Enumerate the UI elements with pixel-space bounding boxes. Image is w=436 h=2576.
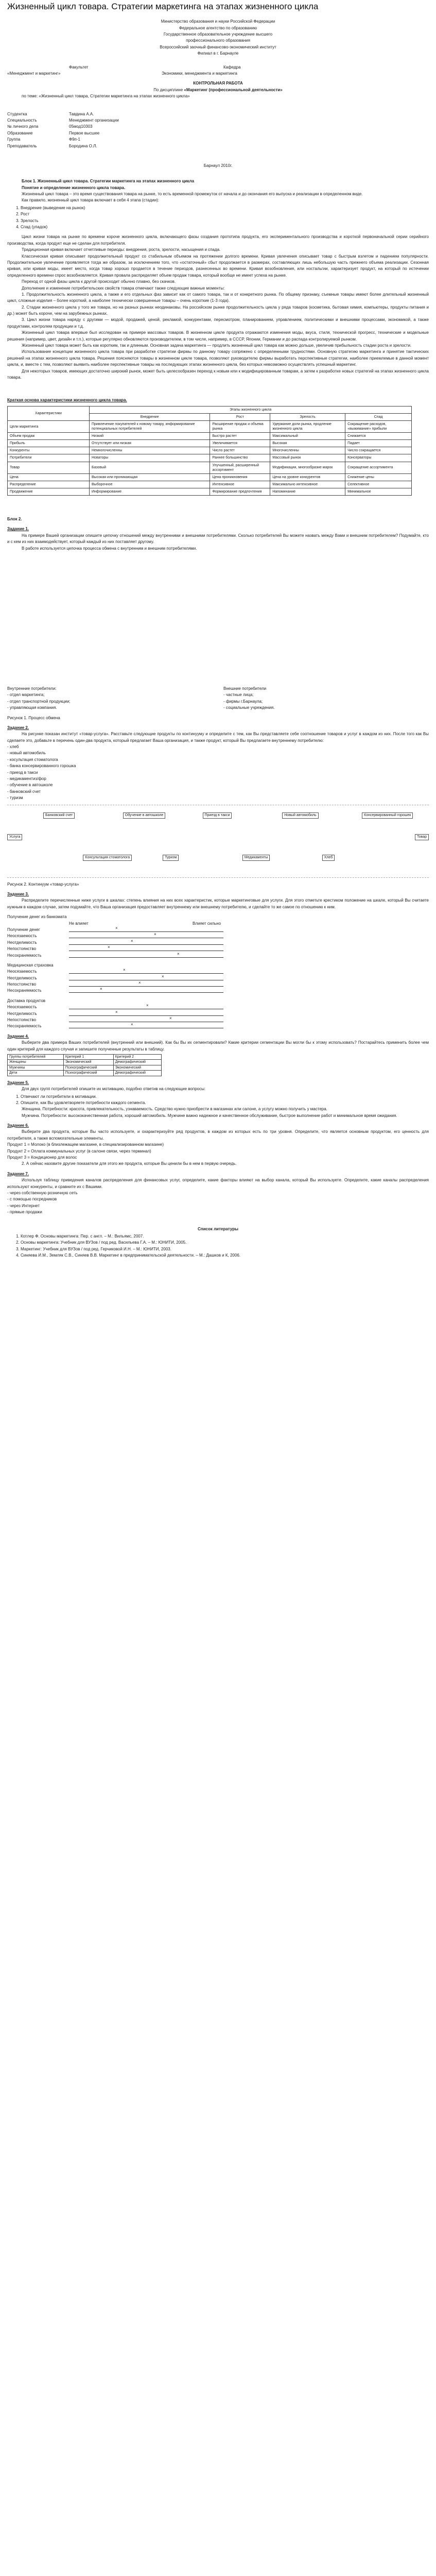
seg-cell: Экономический	[63, 1060, 113, 1065]
outer-consumers	[223, 686, 275, 711]
task7-channel: - прямые продажи	[7, 1210, 42, 1215]
scale-mark: ×	[131, 938, 133, 943]
scale-row	[7, 975, 429, 981]
student-info-label: Образование	[7, 130, 33, 135]
reference-item: 1. Котлер Ф. Основы маркетинга: Пер. с англ. – М.: Вильямс, 2007.	[21, 1233, 429, 1240]
table-cell: Сокращение расходов, «выжимание» прибыли	[345, 420, 412, 432]
scale-low-label: Не влияет	[69, 921, 89, 926]
reference-item: 2. Основы маркетинга: Учебник для ВУЗов / под ред. Васильева Г.А. – М.: ЮНИТИ, 2005.	[21, 1240, 429, 1246]
department-label: Кафедра	[223, 64, 241, 70]
task2-item: - обучение в автошколе	[7, 783, 53, 788]
table-row	[8, 420, 412, 432]
header-line: Филиал в г. Барнауле	[197, 51, 239, 56]
consumers-block	[7, 686, 429, 711]
scale-name: Неосязаемость	[7, 934, 37, 939]
task7-channels	[7, 1190, 429, 1216]
stages-list	[7, 205, 429, 231]
scale-line	[69, 940, 223, 945]
table-cell: Снижение цены	[345, 473, 412, 481]
block2-heading: Блок 2.	[7, 517, 22, 521]
task2-items	[7, 744, 429, 802]
continuum-item: Приезд в такси	[203, 812, 232, 819]
continuum-item: Туризм	[163, 855, 179, 861]
scale-mark: ×	[131, 1022, 133, 1027]
table-row	[8, 440, 412, 447]
table-cell: Многочисленны	[270, 447, 345, 454]
table-cell: Напоминание	[270, 488, 345, 495]
scale-line	[69, 953, 223, 958]
scale-row	[7, 1017, 429, 1023]
table-cell: Удержание доли рынка, продление жизненного цикла	[270, 420, 345, 432]
continuum-item: Хлеб	[322, 855, 335, 861]
table-row	[8, 473, 412, 481]
outer-consumer-item: - частные лица;	[223, 692, 254, 698]
task2-item: - новый автомобиль	[7, 751, 46, 756]
table-row-label: Продвижение	[8, 488, 90, 495]
scale-line	[69, 1011, 223, 1016]
task4-title: Задание 4.	[7, 1033, 29, 1039]
block1-para: Дополнение и изменение потребительских свойств товара отмечают также следующие важные моменты:	[22, 285, 225, 291]
block1-para: 1. Продолжительность жизненного цикла, а также и его отдельных фаз зависит как от самого товара, так и от конкретного рынка. По общему признаку, съемные товары имеют более длительный жизненный цикл, сложные изделия – более короткий, а наиболее технически совершенные товары – очень короткие (1-3 года).	[7, 292, 429, 303]
discipline-prefix: По дисциплине	[153, 87, 183, 92]
table-cell: Быстро растет	[210, 433, 270, 440]
scale-row	[7, 1023, 429, 1029]
task2-item: - приезд в такси	[7, 770, 38, 775]
task6-product: Продукт 3 = Кондиционер для волос	[7, 1155, 77, 1160]
reference-item: 4. Синяева И.М., Земляк С.В., Синяев В.В. Маркетинг в предпринимательской деятельности. – М.: Дашков и К, 2006.	[21, 1252, 429, 1259]
table-row	[8, 462, 412, 473]
continuum-item: Консультация стоматолога	[83, 855, 132, 861]
scale-mark: ×	[115, 925, 118, 930]
figure1-caption: Рисунок 1. Процесс обмена	[7, 715, 60, 720]
scale-line	[69, 1023, 223, 1028]
table-cell: Число растет	[210, 447, 270, 454]
header-line: Государственное образовательное учреждение высшего	[163, 32, 273, 37]
continuum-item: Консервированный горошек	[362, 812, 413, 819]
work-type: КОНТРОЛЬНАЯ РАБОТА	[193, 81, 243, 86]
student-info-value: Ф9п-1	[69, 137, 80, 142]
table-row	[8, 488, 412, 495]
header-line: профессионального образования	[186, 38, 250, 43]
student-info-row	[7, 130, 429, 137]
task3-subtitle3: Доставка продуктов	[7, 998, 46, 1003]
task6-title: Задание 6.	[7, 1123, 29, 1128]
table-cell: Низкий	[90, 433, 210, 440]
student-info-label: Преподаватель	[7, 143, 37, 148]
table-cell: Сокращение ассортимента	[345, 462, 412, 473]
student-info	[7, 111, 429, 149]
table-row	[8, 447, 412, 454]
table-row-label: Конкуренты	[8, 447, 90, 454]
task2-title: Задание 2.	[7, 725, 29, 730]
block1-para: Жизненный цикл товара впервые был исследован на примере массовых товаров. В жизненном цикле продукта отражаются изменения моды, вкуса, стиля, технической прогресс, технические и модельные решения (например, цвет, дизайн и т.п.), которые регулярно обновляются производителем, в том числе, например, в СССР, Японии, Германии и до распада контролируемой рынком.	[7, 330, 429, 342]
block1-para: 2. Стадии жизненного цикла у того же товара, но на разных рынках неодинаковы. На российском рынке продолжительность цикла у ряда товаров (косметика, бытовая химия, компьютеры, продукты питания и др.) может быть короче, чем на зарубежных рынках.	[7, 304, 429, 316]
table-cell: Модификации, многообразие марок	[270, 462, 345, 473]
student-info-label: Группа	[7, 137, 21, 142]
student-info-value: Первое высшее	[69, 130, 100, 135]
scale-row	[7, 933, 429, 939]
student-info-label: № личного дела	[7, 124, 39, 129]
figure2-caption: Рисунок 2. Континуум «товар-услуга»	[7, 882, 79, 887]
scale-mark: ×	[138, 980, 141, 986]
faculty-label: Факультет	[69, 64, 89, 70]
continuum-item: Банковский счет	[43, 812, 75, 819]
continuum-item: Обучение в автошколе	[123, 812, 166, 819]
block1-heading: Блок 1. Жизненный цикл товара. Стратегии маркетинга на этапах жизненного цикла	[22, 179, 195, 184]
scale-mark: ×	[123, 968, 126, 973]
stage-item: 3. Зрелость	[21, 218, 429, 224]
task3-title: Задание 3.	[7, 891, 29, 896]
table-cell: Интенсивное	[210, 481, 270, 488]
task4-text: Выберите два примера Ваших потребителей (внутренний или внешний). Как бы Вы их сегментировали? Какие критерии сегментации Вы могли бы к этому использовать? Постарайтесь применить более чем один критерий для каждого случая и запишите полученные результаты в таблицу.	[7, 1040, 429, 1052]
table-cell: Увеличивается	[210, 440, 270, 447]
task1-title: Задание 1.	[7, 527, 29, 532]
task2-item: - хлеб	[7, 744, 19, 750]
references-heading: Список литературы	[198, 1226, 238, 1231]
table-col-header: Характеристики	[8, 406, 90, 420]
inner-consumer-item: - отдел маркетинга;	[7, 692, 45, 698]
seg-header-cell: Критерий 2	[113, 1054, 161, 1059]
block1-para: Жизненный цикл товара – это время существования товара на рынке, то есть временной промежуток от начала и до окончания его выпуска и реализации в определенном виде.	[22, 192, 363, 197]
student-info-row	[7, 111, 429, 117]
student-info-label: Студентка	[7, 111, 27, 116]
table-row	[8, 433, 412, 440]
seg-cell: Демографический	[113, 1060, 161, 1065]
scales-group-2	[7, 969, 429, 994]
reference-item: 3. Маркетинг: Учебник для ВУЗов / под ред. Герчиковой И.Н. – М.: ЮНИТИ, 2003.	[21, 1246, 429, 1252]
topic: по теме: «Жизненный цикл товара, Стратегии маркетинга на этапах жизненного цикла»	[22, 94, 190, 99]
task7-channel: - с помощью посредников	[7, 1197, 57, 1202]
scale-row	[7, 981, 429, 988]
student-info-row	[7, 117, 429, 124]
task3-subtitle2: Медицинская страховка	[7, 962, 54, 968]
table-cell: Формирование предпочтения	[210, 488, 270, 495]
task5-questions	[7, 1094, 429, 1107]
table-cell: Селективное	[345, 481, 412, 488]
task6-more: 2. А сейчас назовите другие показатели для этого же продукта, которые Вы ценили бы в нем в первую очередь.	[22, 1161, 237, 1166]
outer-label: Внешние потребители	[223, 686, 267, 691]
document-title: Жизненный цикл товара. Стратегии маркетинга на этапах жизненного цикла	[7, 2, 319, 11]
seg-cell: Демографический	[113, 1071, 161, 1076]
block1-para: Жизненный цикл товара может быть как коротким, так и длинным. Основная задача маркетинга — продлить жизненный цикл товара как можно дольше, увеличив прибыльность стадии роста и зрелости.	[22, 343, 412, 348]
discipline-name: «Маркетинг (профессиональной деятельности»	[184, 87, 283, 92]
scale-name: Неотделимость	[7, 1011, 37, 1016]
task1-text: На примере Вашей организации опишите цепочку отношений между внутренними и внешними потребителями. Сколько потребителей Вы можете назвать между Вами и внешним потребителем? Подумайте, кто и с кем из них взаимодействует, который каждый из них поставляет другому.	[7, 533, 429, 545]
scale-row	[7, 953, 429, 959]
seg-row	[8, 1065, 162, 1070]
block1-para: Использование концепции жизненного цикла товара при разработке стратегии фирмы по данному товару сопряжено с определенными трудностями. Основную стратегию маркетинга и принятие тактических решений на этапах жизненного цикла товара. Решения поясняются товары в жизненном цикле товара, позволяют руководителю фирмы выработать перспективные стратегии, наиболее приемлемые в данной момент цикла, и, вместе с тем, позволяют выявить наиболее перспективные товары на последующих этапах жизненного цикла, без которых невозможно осуществлять успешный маркетинг.	[7, 349, 429, 367]
block1-para: Цикл жизни товара на рынке по времени короче жизненного цикла, включающего фазы создания прототипа продукта, его экспериментального производства и короткой первоначальной серии серийного производства, когда продукт еще не сделан для потребителя.	[7, 234, 429, 246]
task2-item: - медикаментиз/фор	[7, 776, 46, 782]
scale-name: Несохраняемость	[7, 953, 42, 958]
student-info-value: Бородина О.Л.	[69, 143, 97, 148]
city-year: Барнаул 2010г.	[203, 163, 233, 168]
scale-mark: ×	[177, 951, 180, 956]
task7-channel: - через Интернет	[7, 1203, 40, 1208]
table-cell: Максимально интенсивное	[270, 481, 345, 488]
table-stage-header: Зрелость	[270, 413, 345, 420]
table-row	[8, 454, 412, 462]
student-info-row	[7, 137, 429, 143]
seg-cell: Психографический	[63, 1071, 113, 1076]
task2-item: - банковский счет	[7, 789, 41, 794]
continuum-left-label: Услуга	[7, 834, 22, 841]
scale-name: Непостоянство	[7, 946, 37, 952]
task5-question: 1. Отвечают ли потребители в мотивации.	[21, 1094, 429, 1100]
scale-row	[7, 940, 429, 946]
table-cell: Улучшенный, расширенный ассортимент	[210, 462, 270, 473]
header-line: Всероссийский заочный финансово-экономический институт	[160, 44, 276, 49]
table-cell: Базовый	[90, 462, 210, 473]
outer-consumer-item: - социальные учреждения.	[223, 705, 275, 710]
table-cell: Высокая	[270, 440, 345, 447]
scale-line	[69, 1004, 223, 1009]
table-row	[8, 481, 412, 488]
scale-mark: ×	[169, 1016, 172, 1021]
task2-item: - банка консервированного горошка	[7, 764, 76, 769]
scale-name: Получение денег	[7, 927, 40, 932]
scale-row	[7, 946, 429, 952]
scale-mark: ×	[162, 974, 164, 979]
seg-cell: Психографический	[63, 1065, 113, 1070]
inner-consumers	[7, 686, 223, 711]
task2-item: - туризм	[7, 795, 23, 801]
block1-para: Традиционная кривая включает отчетливые периоды: внедрения, роста, зрелости, насыщения и спада.	[22, 247, 221, 252]
inner-label: Внутренние потребители:	[7, 686, 57, 691]
table-row-label: Цена	[8, 473, 90, 481]
continuum-right-label: Товар	[415, 834, 429, 841]
student-info-value: 05мод10303	[69, 124, 93, 129]
seg-cell: Дети	[8, 1071, 64, 1076]
task5-title: Задание 5.	[7, 1080, 29, 1085]
table-row-label: Цели маркетинга	[8, 420, 90, 432]
task7-channel: - через собственную розничную сеть	[7, 1190, 78, 1195]
task7-text: Используя таблицу приведения каналов распределения для финансовых услуг, определите, какие факторы влияют на выбор канала, который Вы используете. Определите, какие каналы распределения используют конкуренты, и сравните их с Вашими.	[7, 1178, 429, 1189]
table-row-label: Распределение	[8, 481, 90, 488]
table-cell: Цена проникновения	[210, 473, 270, 481]
table-cell: Цена на уровне конкурентов	[270, 473, 345, 481]
scale-mark: ×	[154, 932, 156, 937]
table-row-label: Товар	[8, 462, 90, 473]
task5-question: 2. Опишите, как Вы удовлетворяете потребности каждого сегмента.	[21, 1100, 429, 1106]
task1-text2: В работе используется цепочка процесса обмена с внутренним и внешним потребителями.	[22, 546, 197, 551]
student-info-row	[7, 124, 429, 130]
scale-line	[69, 933, 223, 938]
student-info-row	[7, 143, 429, 149]
seg-row	[8, 1071, 162, 1076]
outer-consumer-item: - фирмы г.Барнаула;	[223, 699, 263, 704]
task6-products	[7, 1142, 429, 1161]
inner-consumer-item: - управляющая компания.	[7, 705, 57, 710]
scale-mark: ×	[100, 987, 102, 992]
table-cell: Расширение продаж и объема рынка	[210, 420, 270, 432]
scale-line	[69, 946, 223, 951]
scale-mark: ×	[108, 945, 110, 950]
scale-line	[69, 1017, 223, 1022]
department-value: Экономики, менеджмента и маркетинга	[162, 71, 237, 76]
document-body	[0, 12, 436, 1259]
table-cell: Привлечение покупателей к новому товару, информирование потенциальных потребителей	[90, 420, 210, 432]
scale-row	[7, 1011, 429, 1017]
scale-high-label: Влияет сильно	[193, 921, 221, 926]
table-row-label: Объем продаж	[8, 433, 90, 440]
faculty-values-row	[7, 71, 429, 77]
discipline-line	[7, 87, 429, 93]
scale-mark: ×	[115, 1009, 118, 1014]
continuum-diagram	[7, 805, 429, 878]
table-caption: Краткая основа характеристики жизненного цикла товара.	[7, 398, 127, 403]
task5-answer-b: Мужчина. Потребности: высококачественная работа, хороший автомобиль. Мужчине важно надежное и качественное обслуживание, быстрое выполнение работ и минимальное время ожидания.	[22, 1113, 397, 1118]
table-cell: Максимальный	[270, 433, 345, 440]
stage-item: 2. Рост	[21, 211, 429, 217]
scale-line	[69, 975, 223, 980]
student-info-label: Специальность	[7, 117, 37, 123]
table-row-label: Прибыль	[8, 440, 90, 447]
table-cell: Отсутствует или низкая	[90, 440, 210, 447]
scale-row	[7, 988, 429, 994]
scale-name: Несохраняемость	[7, 988, 42, 993]
table-stage-header: Спад	[345, 413, 412, 420]
scale-header	[7, 921, 429, 927]
seg-header-cell: Группы потребителей	[8, 1054, 64, 1059]
seg-row	[8, 1060, 162, 1065]
faculty-value: «Менеджмент и маркетинг»	[7, 71, 61, 76]
task7-title: Задание 7.	[7, 1171, 29, 1176]
task3-subtitle: Получение денег из банкомата	[7, 914, 67, 920]
table-cell: Минимальное	[345, 488, 412, 495]
scale-row	[7, 969, 429, 975]
table-cell: Число сокращается	[345, 447, 412, 454]
task5-text: Для двух групп потребителей опишите их мотивацию, подобно ответив на следующие вопросы:	[22, 1087, 206, 1092]
table-cell: Падает	[345, 440, 412, 447]
scale-row	[7, 927, 429, 933]
table-stage-header: Рост	[210, 413, 270, 420]
scale-name: Несохраняемость	[7, 1024, 42, 1029]
task6-product: Продукт 1 = Молоко (в близлежащем магазине, в специализированном магазине)	[7, 1142, 164, 1147]
seg-cell: Женщины	[8, 1060, 64, 1065]
table-cell: Консерваторы	[345, 454, 412, 462]
stage-item: 1. Внедрение (выведение на рынок)	[21, 205, 429, 211]
task2-item: - косультация стоматолога	[7, 757, 58, 762]
table-row-label: Потребители	[8, 454, 90, 462]
table-cell: Снижается	[345, 433, 412, 440]
scale-line	[69, 927, 223, 932]
table-cell: Высокая или проникающая	[90, 473, 210, 481]
task6-text: Выберите два продукта, которые Вы часто используете, и охарактеризуйте ряд продуктов, в каждом из которых есть по три уровня. Определите, что является основным продуктом, его ценность для потребителя, а также вспомогательные элементы.	[7, 1129, 429, 1141]
scale-line	[69, 981, 223, 987]
scale-mark: ×	[146, 1003, 149, 1008]
block1-para: Переход от одной фазы цикла к другой происходит обычно плавно, без скачков.	[22, 279, 176, 284]
scales-group-3	[7, 1004, 429, 1030]
task3-text: Распределите перечисленные ниже услуги в шкалах: степень влияния на них всех характеристик, которые маркетинговые для услуги. Для этого отметьте крестиком положение на шкале, который Вы считаете нужным в каждом случае, затем подумайте, что Ваша организация предоставляет внутреннему или внешнему потребителю, и сделайте то же самое по отношению к ним.	[7, 898, 429, 909]
block1-question: Понятие и определение жизненного цикла товара.	[22, 185, 126, 190]
lifecycle-table	[7, 406, 412, 496]
table-cell: Немногочисленны	[90, 447, 210, 454]
header-line: Федеральное агентство по образованию	[179, 25, 257, 30]
title-page-header	[7, 19, 429, 57]
table-cell: Новаторы	[90, 454, 210, 462]
scale-name: Неотделимость	[7, 940, 37, 945]
continuum-item: Медикаменты	[242, 855, 270, 861]
table-stage-header: Внедрение	[90, 413, 210, 420]
table-cell: Массовый рынок	[270, 454, 345, 462]
table-cell: Раннее большинство	[210, 454, 270, 462]
seg-header-cell: Критерий 1	[63, 1054, 113, 1059]
table-cell: Информирование	[90, 488, 210, 495]
task2-text: На рисунке показан институт «товар-услуга». Расставьте следующие продукты по континууму и определите с тем, как Вы представляете себе соотношение товаров и услуг в каждом из них. После того как Вы сделаете это, добавьте в перечень один-два продукта, который предлагает Ваша организация, и также продукт, который Вы предлагаете внутреннему потребителю:	[7, 732, 429, 743]
block1-para: Классическая кривая описывает продолжительный продукт со стабильным объемом на протяжении долгого времени. Кривая увлечения описывает товар с быстрым взлетом и падением популярности. Продолжительное увлечение проявляется тогда же образом, за исключением того, что «остаточный» сбыт продолжается в размерах, составляющих лишь небольшую часть прежнего объема реализации. Сезонная кривая, или кривая моды, имеет место, когда товар хорошо продается в течение периодов, разнесенных во времени. Кривая возобновления, или ностальгии, характеризует продукт, на который по истечении определенного времени спрос возобновляется. Кривая провала распределяет объем продаж товара, который вообще не имеет успеха на рынке.	[7, 253, 429, 278]
student-info-value: Менеджмент организации	[69, 117, 119, 123]
task5-answer-a: Женщина. Потребности: красота, привлекательность, узнаваемость. Средство нужно приобрести в магазинах или салоне, а услугу можно получить у мастера.	[22, 1107, 327, 1112]
stage-item: 4. Спад (упадок)	[21, 224, 429, 230]
scale-line	[69, 969, 223, 974]
seg-cell: Мужчины	[8, 1065, 64, 1070]
table-group-header: Этапы жизненного цикла	[90, 406, 412, 413]
block1-para: Для некоторых товаров, имеющих достаточно широкий рынок, может быть целесообразен переход к новым или к модифицированным товарам, а затем к разработке новых стратегий на этапах жизненного цикла товара.	[7, 368, 429, 380]
scales-group-1	[7, 927, 429, 959]
scale-name: Непостоянство	[7, 982, 37, 987]
scale-name: Непостоянство	[7, 1018, 37, 1023]
scale-name: Неосязаемость	[7, 1005, 37, 1010]
scale-line	[69, 988, 223, 993]
references-list	[7, 1233, 429, 1259]
seg-cell: Экономический	[113, 1065, 161, 1070]
scale-row	[7, 1004, 429, 1010]
student-info-value: Тавдина А.А.	[69, 111, 94, 116]
scale-name: Неотделимость	[7, 975, 37, 980]
header-line: Министерство образования и науки Российской Федерации	[161, 19, 275, 24]
faculty-row	[7, 64, 429, 71]
segmentation-table	[7, 1054, 162, 1076]
task6-product: Продукт 2 = Оплата коммунальных услуг (в салоне связи, через терминал)	[7, 1148, 151, 1154]
inner-consumer-item: - отдел транспортной продукции;	[7, 699, 71, 704]
scale-name: Неосязаемость	[7, 969, 37, 974]
table-cell: Выборочное	[90, 481, 210, 488]
block1-para: 3. Цикл жизни товара наряду с другими — модой, продажей, ценой, рекламой, конкурентами, пересмотром, планированием, управлением, политическими и внешними процессами, экономикой, а также продуктами, контролем продукции и т.д.	[7, 317, 429, 329]
block1-para: Как правило, жизненный цикл товара включает в себя 4 этапа (стадии):	[22, 198, 159, 203]
continuum-item: Новый автомобиль	[282, 812, 318, 819]
